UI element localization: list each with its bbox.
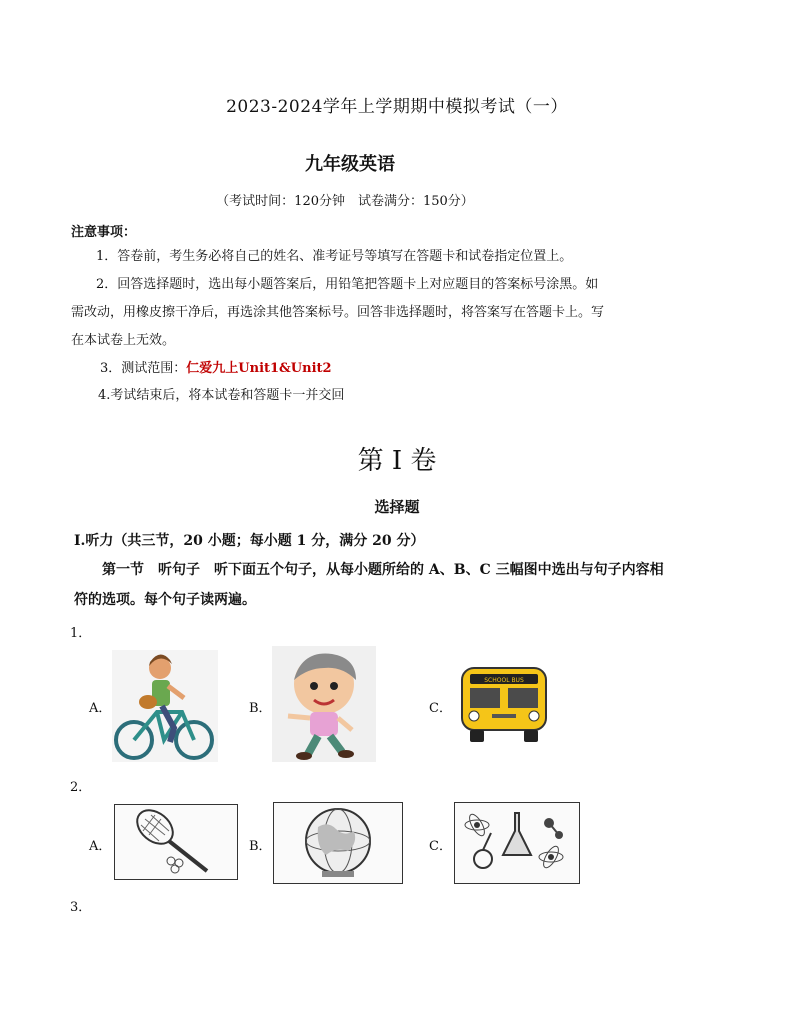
time-info: （考试时间：120分钟 试卷满分：150分） (216, 194, 474, 209)
bus-sign-text: SCHOOL BUS (484, 677, 524, 684)
option-label-a: A． (89, 701, 112, 716)
tennis-racket-image (114, 804, 238, 880)
option-label-a: A． (89, 839, 112, 854)
option-label-c: C． (429, 839, 452, 854)
notice-item-4: 4.考试结束后，将本试卷和答题卡一并交回 (98, 388, 345, 403)
question-number-1: 1． (70, 626, 92, 641)
part-instruction-line-1: 第一节 听句子 听下面五个句子，从每小题所给的 A、B、C 三幅图中选出与句子内容相 (102, 562, 664, 578)
science-lab-image (454, 802, 580, 884)
notice-item-3-label: 3．测试范围： (100, 361, 187, 376)
question-number-2: 2． (70, 780, 92, 795)
test-scope: 仁爱九上Unit1&Unit2 (186, 361, 332, 376)
school-bus-image (456, 664, 552, 744)
subject-title: 九年级英语 (305, 154, 395, 175)
part-instruction-line-2: 符的选项。每个句子读两遍。 (74, 592, 256, 608)
notice-item-3 (100, 360, 332, 378)
globe-image (273, 802, 403, 884)
boy-walking-image (272, 646, 376, 762)
question-number-3: 3． (70, 900, 92, 915)
notice-item-2-line-2: 需改动，用橡皮擦干净后，再选涂其他答案标号。回答非选择题时，将答案写在答题卡上。写 (71, 305, 605, 320)
part-heading: Ⅰ.听力（共三节，20 小题；每小题 1 分，满分 20 分） (74, 533, 425, 549)
option-label-b: B． (249, 701, 272, 716)
option-label-c: C． (429, 701, 452, 716)
boy-cycling-image (112, 650, 218, 762)
section-subtitle: 选择题 (374, 498, 420, 516)
notice-item-1: 1．答卷前，考生务必将自己的姓名、准考证号等填写在答题卡和试卷指定位置上。 (96, 249, 573, 264)
option-label-b: B． (249, 839, 272, 854)
notice-item-2-line-3: 在本试卷上无效。 (71, 333, 176, 348)
exam-title: 2023-2024学年上学期期中模拟考试（一） (226, 97, 568, 117)
section-title: 第 I 卷 (357, 446, 437, 476)
notice-heading: 注意事项： (71, 225, 137, 240)
notice-item-2-line-1: 2．回答选择题时，选出每小题答案后，用铅笔把答题卡上对应题目的答案标号涂黑。如 (96, 277, 599, 292)
